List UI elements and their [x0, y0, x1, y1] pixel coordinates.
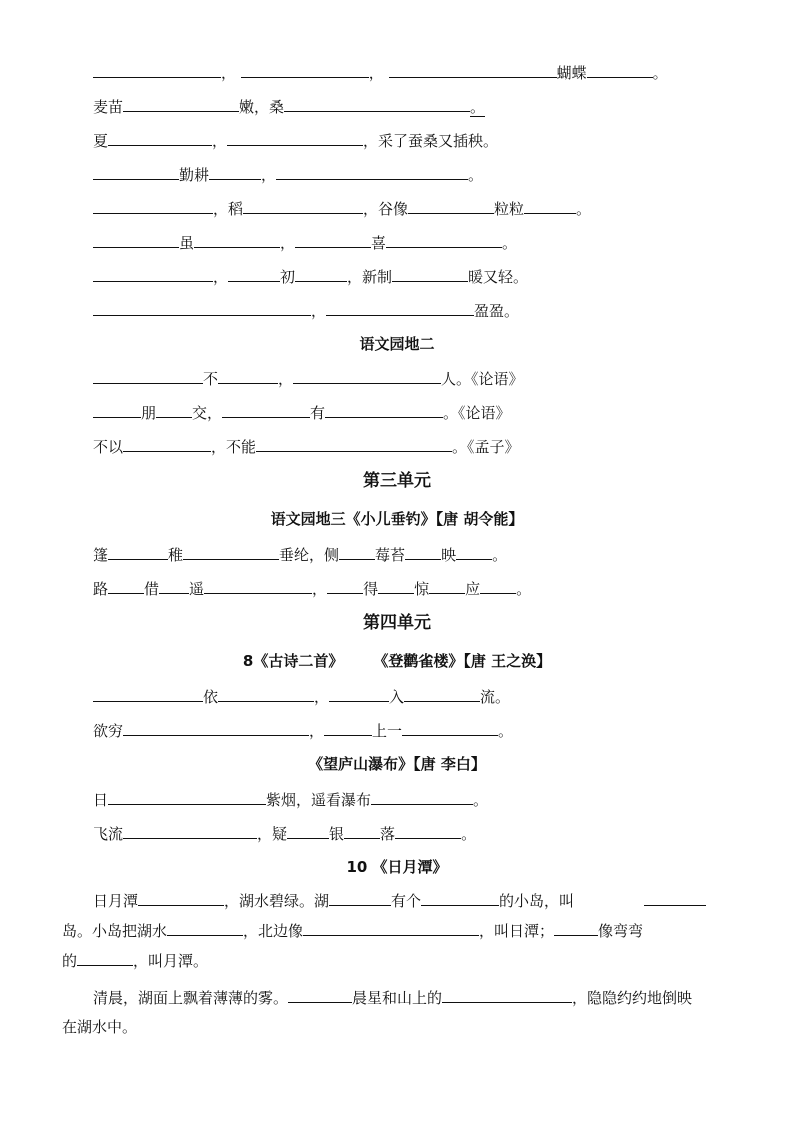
- text: 流。: [480, 688, 511, 706]
- text: 惊: [414, 580, 430, 598]
- blank[interactable]: [587, 62, 653, 78]
- fill-line-1: [93, 62, 668, 82]
- text: 喜: [371, 234, 387, 252]
- text: 。: [498, 722, 514, 740]
- yuwen2-line-2: [93, 402, 511, 422]
- poem-title: 语文园地三《小儿垂钓》【唐 胡令能】: [270, 510, 524, 528]
- fill-line-4: [93, 164, 483, 184]
- blank[interactable]: [293, 368, 441, 384]
- blank[interactable]: [554, 920, 598, 936]
- blank[interactable]: [429, 578, 465, 594]
- text: 垂纶，侧: [279, 546, 340, 564]
- unit4-line-1: [93, 686, 510, 706]
- blank[interactable]: [480, 578, 516, 594]
- text: 初: [280, 268, 296, 286]
- blank[interactable]: [395, 823, 461, 839]
- text: 在湖水中。: [62, 1018, 138, 1036]
- text: 夏: [93, 132, 109, 150]
- text: ，湖水碧绿。湖: [224, 892, 330, 910]
- blank[interactable]: [183, 544, 279, 560]
- text: 的小岛，叫: [499, 892, 575, 910]
- blank[interactable]: [303, 920, 479, 936]
- para-row: [62, 920, 643, 940]
- blank[interactable]: [324, 720, 372, 736]
- blank[interactable]: [93, 232, 179, 248]
- unit4-line-3: [93, 789, 488, 809]
- unit4-line-2: [93, 720, 513, 740]
- text: ，: [278, 370, 294, 388]
- text: 。: [516, 580, 532, 598]
- blank[interactable]: [218, 368, 278, 384]
- blank[interactable]: [93, 198, 213, 214]
- blank[interactable]: [344, 823, 380, 839]
- blank[interactable]: [194, 232, 280, 248]
- text: 紫烟，遥看瀑布: [266, 791, 372, 809]
- blank[interactable]: [442, 987, 572, 1003]
- paragraph-1: [62, 890, 734, 974]
- fill-line-8: [93, 300, 519, 320]
- text: 麦苗: [93, 98, 124, 116]
- blank[interactable]: [159, 578, 189, 594]
- blank[interactable]: [295, 266, 347, 282]
- blank[interactable]: [123, 436, 211, 452]
- text: 。《孟子》: [452, 438, 520, 456]
- text: ，: [312, 580, 328, 598]
- text: 有: [310, 404, 326, 422]
- text: 日月潭: [93, 892, 139, 910]
- section-title: 语文园地二: [359, 335, 435, 353]
- blank[interactable]: [392, 266, 468, 282]
- text: 日: [93, 791, 109, 809]
- para-row: [93, 890, 706, 910]
- blank[interactable]: [93, 62, 221, 78]
- blank[interactable]: [327, 578, 363, 594]
- fill-line-5: [93, 198, 591, 218]
- blank[interactable]: [108, 789, 266, 805]
- unit-title: 第四单元: [363, 613, 431, 633]
- blank[interactable]: [287, 823, 329, 839]
- text: ，: [309, 722, 325, 740]
- text: ，不能: [211, 438, 257, 456]
- text: ，北边像: [243, 922, 304, 940]
- text: 上一: [372, 722, 403, 740]
- blank[interactable]: [408, 198, 494, 214]
- text: 人。《论语》: [441, 370, 524, 388]
- text: 晨星和山上的: [352, 989, 443, 1007]
- paragraph-2: [62, 987, 734, 1041]
- text: 清晨，湖面上飘着薄薄的雾。: [93, 989, 289, 1007]
- text: 盈盈。: [474, 302, 520, 320]
- text: 落: [380, 825, 396, 843]
- blank[interactable]: [256, 436, 452, 452]
- blank[interactable]: [77, 950, 133, 966]
- blank[interactable]: [276, 164, 468, 180]
- text: 蝴蝶: [556, 64, 587, 82]
- blank[interactable]: [524, 198, 576, 214]
- blank[interactable]: [339, 544, 375, 560]
- text: 莓苔: [375, 546, 406, 564]
- unit3-line-1: [93, 544, 507, 564]
- blank[interactable]: [222, 402, 310, 418]
- blank[interactable]: [93, 300, 311, 316]
- blank[interactable]: [93, 164, 179, 180]
- blank[interactable]: [241, 62, 369, 78]
- blank[interactable]: [329, 890, 391, 906]
- text: 暖又轻。: [468, 268, 529, 286]
- blank[interactable]: [456, 544, 492, 560]
- yuwen2-line-1: [93, 368, 524, 388]
- blank[interactable]: [378, 578, 414, 594]
- text: 不: [203, 370, 219, 388]
- blank[interactable]: [156, 402, 192, 418]
- text: ，: [311, 302, 327, 320]
- blank[interactable]: [405, 544, 441, 560]
- blank[interactable]: [93, 402, 141, 418]
- blank[interactable]: [123, 720, 309, 736]
- yuwen2-line-3: [93, 436, 520, 456]
- blank[interactable]: [326, 300, 474, 316]
- text: 稚: [168, 546, 184, 564]
- blank[interactable]: [108, 130, 212, 146]
- text: ，: [213, 268, 229, 286]
- text: 。: [652, 64, 668, 82]
- lesson-title: 10 《日月潭》: [346, 858, 448, 876]
- blank[interactable]: [325, 402, 443, 418]
- text: 借: [144, 580, 160, 598]
- fill-line-6: [93, 232, 517, 252]
- blank[interactable]: [288, 987, 352, 1003]
- poem-title: 《登鹳雀楼》【唐 王之涣】: [373, 652, 552, 670]
- blank[interactable]: [284, 96, 470, 112]
- blank[interactable]: [404, 686, 480, 702]
- text: 岛。小岛把湖水: [62, 922, 168, 940]
- text: ，叫月潭。: [133, 952, 209, 970]
- blank[interactable]: [386, 232, 502, 248]
- text: ，采了蚕桑又插秧。: [363, 132, 499, 150]
- unit4-line-4: [93, 823, 476, 843]
- text: 遥: [189, 580, 205, 598]
- unit3-line-2: [93, 578, 531, 598]
- blank[interactable]: [209, 164, 261, 180]
- text: 映: [441, 546, 457, 564]
- text: 像弯弯: [598, 922, 644, 940]
- text: ，: [261, 166, 277, 184]
- unit-title: 第三单元: [363, 471, 431, 491]
- text: 入: [389, 688, 405, 706]
- text: 。: [576, 200, 592, 218]
- text: 路: [93, 580, 109, 598]
- blank[interactable]: [402, 720, 498, 736]
- text: 银: [329, 825, 345, 843]
- blank[interactable]: [228, 266, 280, 282]
- blank[interactable]: [243, 198, 363, 214]
- text: ，: [314, 688, 330, 706]
- fill-line-3: [93, 130, 498, 150]
- text: 。: [492, 546, 508, 564]
- blank[interactable]: [644, 890, 706, 906]
- blank[interactable]: [389, 62, 557, 78]
- text: 朋: [141, 404, 157, 422]
- text: 。: [473, 791, 489, 809]
- text: ，新制: [347, 268, 393, 286]
- blank[interactable]: [123, 823, 257, 839]
- blank[interactable]: [93, 266, 213, 282]
- fill-line-2: [93, 96, 485, 116]
- text: 篷: [93, 546, 109, 564]
- para-row: [93, 987, 692, 1007]
- text: ，: [212, 132, 228, 150]
- para-row: [62, 950, 208, 970]
- blank[interactable]: [108, 544, 168, 560]
- text: 不以: [93, 438, 124, 456]
- blank[interactable]: [329, 686, 389, 702]
- text: 欲穷: [93, 722, 124, 740]
- text: ，稻: [213, 200, 244, 218]
- para-row: [62, 1017, 137, 1037]
- fill-line-7: [93, 266, 528, 286]
- text: 。《论语》: [443, 404, 511, 422]
- text: 的: [62, 952, 78, 970]
- blank[interactable]: [218, 686, 314, 702]
- text: ，: [221, 64, 237, 82]
- text: 交，: [192, 404, 223, 422]
- blank[interactable]: [93, 686, 203, 702]
- blank[interactable]: [371, 789, 473, 805]
- text: 粒粒: [494, 200, 525, 218]
- blank[interactable]: [421, 890, 499, 906]
- text: 得: [363, 580, 379, 598]
- text: ，叫日潭；: [479, 922, 555, 940]
- lesson-8-title: 8《古诗二首》: [242, 652, 344, 670]
- text: ，隐隐约约地倒映: [572, 989, 693, 1007]
- blank[interactable]: [93, 368, 203, 384]
- text: 。: [470, 98, 486, 116]
- lesson-title: [0, 651, 794, 671]
- text: ，疑: [257, 825, 288, 843]
- blank[interactable]: [138, 890, 224, 906]
- text: 。: [468, 166, 484, 184]
- blank[interactable]: [295, 232, 371, 248]
- blank[interactable]: [108, 578, 144, 594]
- blank[interactable]: [123, 96, 239, 112]
- poem-title: 《望庐山瀑布》【唐 李白】: [308, 755, 486, 773]
- text: 应: [465, 580, 481, 598]
- blank[interactable]: [204, 578, 312, 594]
- blank[interactable]: [167, 920, 243, 936]
- text: 。: [502, 234, 518, 252]
- text: 勤耕: [179, 166, 210, 184]
- text: 有个: [391, 892, 422, 910]
- text: ，谷像: [363, 200, 409, 218]
- text: 嫩，桑: [239, 98, 285, 116]
- text: ，: [280, 234, 296, 252]
- text: 依: [203, 688, 219, 706]
- text: 虽: [179, 234, 195, 252]
- text: 飞流: [93, 825, 124, 843]
- text: 。: [461, 825, 477, 843]
- blank[interactable]: [227, 130, 363, 146]
- text: ，: [368, 64, 384, 82]
